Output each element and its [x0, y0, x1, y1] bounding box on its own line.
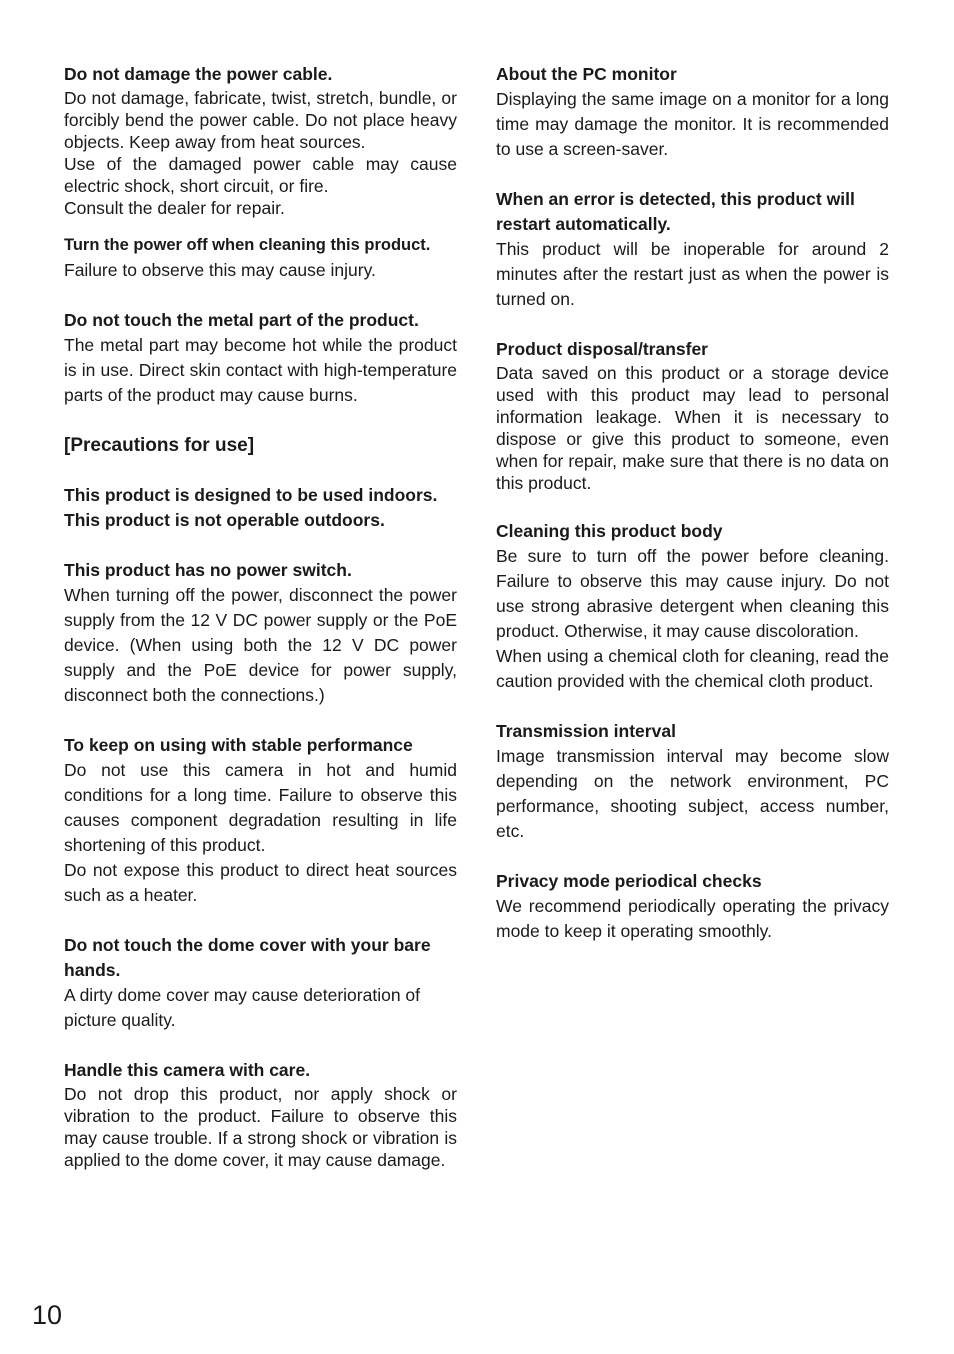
section-heading: Do not damage the power cable. [64, 64, 333, 84]
section-heading: Privacy mode periodical checks [496, 871, 762, 891]
section-body: A dirty dome cover may cause deterioration of picture quality. [64, 985, 421, 1030]
power-off-cleaning-section [64, 233, 457, 283]
power-cable-section [64, 62, 457, 219]
section-body: Do not damage, fabricate, twist, stretch, bundle, or forcibly bend the power cable. Do not place heavy objects. Keep away from heat sources. [64, 88, 457, 152]
section-body: Do not drop this product, nor apply shock or vibration to the product. Failure to observe this may cause trouble. If a strong shock or vibration is applied to the dome cover, it may cause damage. [64, 1084, 457, 1170]
section-heading: Transmission interval [496, 721, 676, 741]
indoor-use-section [64, 483, 457, 533]
transmission-interval-section [496, 719, 889, 844]
section-heading: When an error is detected, this product will restart automatically. [496, 189, 855, 234]
section-heading: This product is designed to be used indoors. [64, 485, 438, 505]
section-heading: Cleaning this product body [496, 521, 723, 541]
precautions-title-section [64, 433, 457, 458]
section-body: Do not use this camera in hot and humid conditions for a long time. Failure to observe this causes component degradation resulting in life shortening of this product. [64, 760, 457, 855]
privacy-mode-section [496, 869, 889, 944]
section-heading: This product is not operable outdoors. [64, 510, 385, 530]
section-body: Failure to observe this may cause injury. [64, 260, 376, 280]
section-body: Consult the dealer for repair. [64, 198, 285, 218]
section-body: This product will be inoperable for around 2 minutes after the restart just as when the power is turned on. [496, 239, 889, 309]
section-body: Do not expose this product to direct heat sources such as a heater. [64, 860, 457, 905]
section-body: We recommend periodically operating the privacy mode to keep it operating smoothly. [496, 896, 889, 941]
section-heading: Turn the power off when cleaning this product. [64, 236, 431, 254]
section-heading: To keep on using with stable performance [64, 735, 413, 755]
section-title: [Precautions for use] [64, 435, 255, 456]
page-number: 10 [32, 1300, 63, 1330]
section-heading: Do not touch the metal part of the product. [64, 310, 419, 330]
section-body: Use of the damaged power cable may cause electric shock, short circuit, or fire. [64, 154, 457, 196]
section-heading: Product disposal/transfer [496, 339, 708, 359]
section-heading: About the PC monitor [496, 64, 677, 84]
section-body: When using a chemical cloth for cleaning, read the caution provided with the chemical cloth product. [496, 646, 889, 691]
section-heading: Handle this camera with care. [64, 1060, 311, 1080]
section-body: When turning off the power, disconnect the power supply from the 12 V DC power supply or the PoE device. (When using both the 12 V DC power supply and the PoE device for power supply, disconnect both the connections.) [64, 585, 457, 705]
disposal-section [496, 337, 889, 494]
stable-performance-section [64, 733, 457, 908]
dome-cover-section [64, 933, 457, 1033]
section-body: Image transmission interval may become slow depending on the network environment, PC performance, shooting subject, access number, etc. [496, 746, 889, 841]
pc-monitor-section [496, 62, 889, 162]
error-restart-section [496, 187, 889, 312]
power-switch-section [64, 558, 457, 708]
section-body: Data saved on this product or a storage device used with this product may lead to personal information leakage. When it is necessary to dispose or give this product to someone, even when for repair, make sure that there is no data on this product. [496, 363, 889, 493]
section-heading: This product has no power switch. [64, 560, 352, 580]
cleaning-section [496, 519, 889, 694]
metal-part-section [64, 308, 457, 408]
section-body: Displaying the same image on a monitor for a long time may damage the monitor. It is recommended to use a screen-saver. [496, 89, 889, 159]
left-column [64, 62, 457, 1171]
section-body: Be sure to turn off the power before cleaning. Failure to observe this may cause injury. Do not use strong abrasive detergent when cleaning this product. Otherwise, it may cause discoloration. [496, 546, 889, 641]
handle-care-section [64, 1058, 457, 1171]
section-heading: Do not touch the dome cover with your bare hands. [64, 935, 431, 980]
section-body: The metal part may become hot while the product is in use. Direct skin contact with high-temperature parts of the product may cause burns. [64, 335, 457, 405]
right-column [496, 62, 889, 944]
